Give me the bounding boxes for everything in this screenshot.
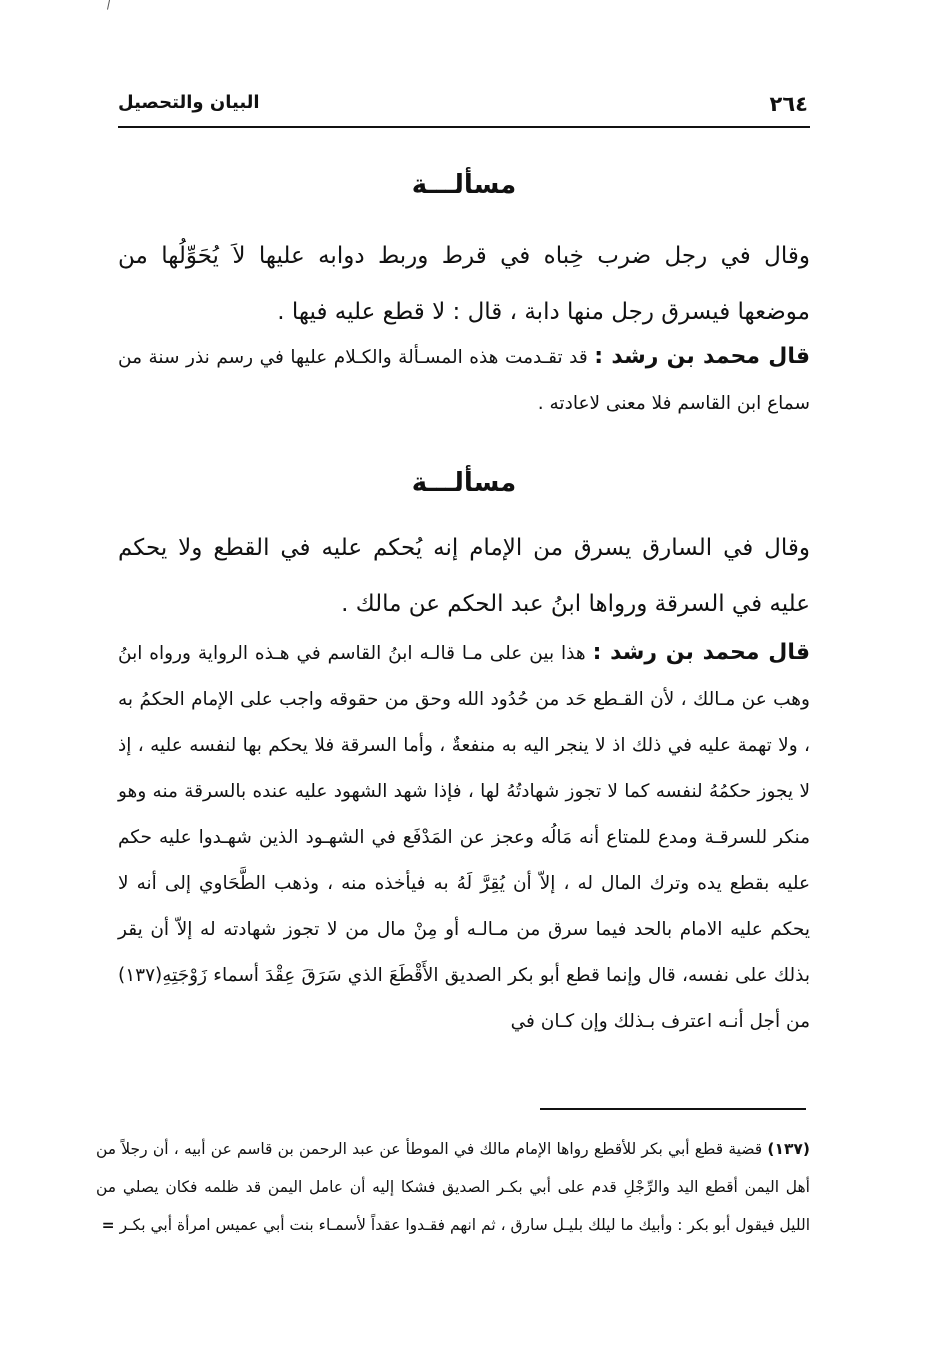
running-header (118, 88, 808, 126)
question-paragraph: وقال في رجل ضرب خِباه في قرط وربط دوابه عليها لاَ يُحَوِّلُها من موضعها فيسرق رجل منها دابة ، قال : لا قطع عليه فيها . (118, 243, 810, 325)
footnote-text: قضية قطع أبي بكر للأقطع رواها الإمام مالك في الموطأ عن عبد الرحمن بن قاسم عن أبيه ، أن رجلاً من أهل اليمن أقطع اليد والرِّجْلِ قدم على أبي بكـر الصديق فشكا إليه أن عامل اليمن قد ظلمه فكان يصلي من الليل فيقول أبو بكر : وأبيك ما ليلك بليـل سارق ، ثم انهم فقـدوا عقداً لأسمـاء بنت أبي عميس امرأة أبي بكـر (96, 1140, 810, 1234)
scan-speck (107, 0, 113, 10)
section-heading: مسألـــة (411, 468, 517, 498)
commentary-text: هذا بين على مـا قالـه ابنُ القاسم في هـذه الرواية ورواه ابنُ وهب عن مـالك ، لأن القـطع حَد من حُدُود الله وحق من حقوقه واجب على الإمام الحكمُ به ، ولا تهمة عليه في ذلك اذ لا ينجر اليه به منفعةٌ ، وأما السرقة فلا يحكم بها لنفسه عليه ، إذ لا يجوز حكمُهُ لنفسه كما لا تجوز شهادتُهُ لها ، فإذا شهد الشهود عليه عنده بالسرقة منه وهو منكر للسرقـة ومدع للمتاع أنه مَالُه وعجز عن المَدْفَع في الشهـود الذين شهـدوا عليه حكم عليه بقطع يده وترك المال له ، إلاّ أن يُقِرَّ لَهُ به فيأخذه منه ، وذهب الطَّحَاوي إلى أنه لا يحكم عليه الامام بالحد فيما سرق من مـالـه أو مِنْ مال من لا تجوز شهادته له إلاّ أن يقر بذلك على نفسه، قال وإنما قطع أبو بكر الصديق الأَقْطَعَ الذي سَرَقَ عِقْدَ أسماء زَوْجَتِهِ(١٣٧) من أجل أنـه اعترف بـذلك وإن كـان في (118, 643, 810, 1032)
header-rule (118, 126, 810, 128)
commentary-text: قد تقـدمت هذه المسـألة والكـلام عليها في رسم نذر سنة من سماع ابن القاسم فلا معنى لاعادته . (118, 347, 810, 414)
commentary-lead: قال محمد بن رشد : (592, 640, 810, 665)
continuation-mark: = (101, 1216, 115, 1234)
footnote (96, 1130, 810, 1244)
footnote-number: (١٣٧) (767, 1140, 810, 1158)
question-paragraph: وقال في السارق يسرق من الإمام إنه يُحكم عليه في القطع ولا يحكم عليه في السرقة ورواها ابنُ عبد الحكم عن مالك . (118, 535, 810, 617)
commentary-paragraph (118, 630, 810, 1045)
commentary-paragraph (118, 334, 810, 427)
section-heading: مسألـــة (411, 170, 517, 200)
commentary-lead: قال محمد بن رشد : (594, 344, 810, 369)
footnote-rule (540, 1108, 806, 1110)
book-title: البيان والتحصيل (118, 92, 260, 113)
page-number: ٢٦٤ (769, 92, 808, 116)
